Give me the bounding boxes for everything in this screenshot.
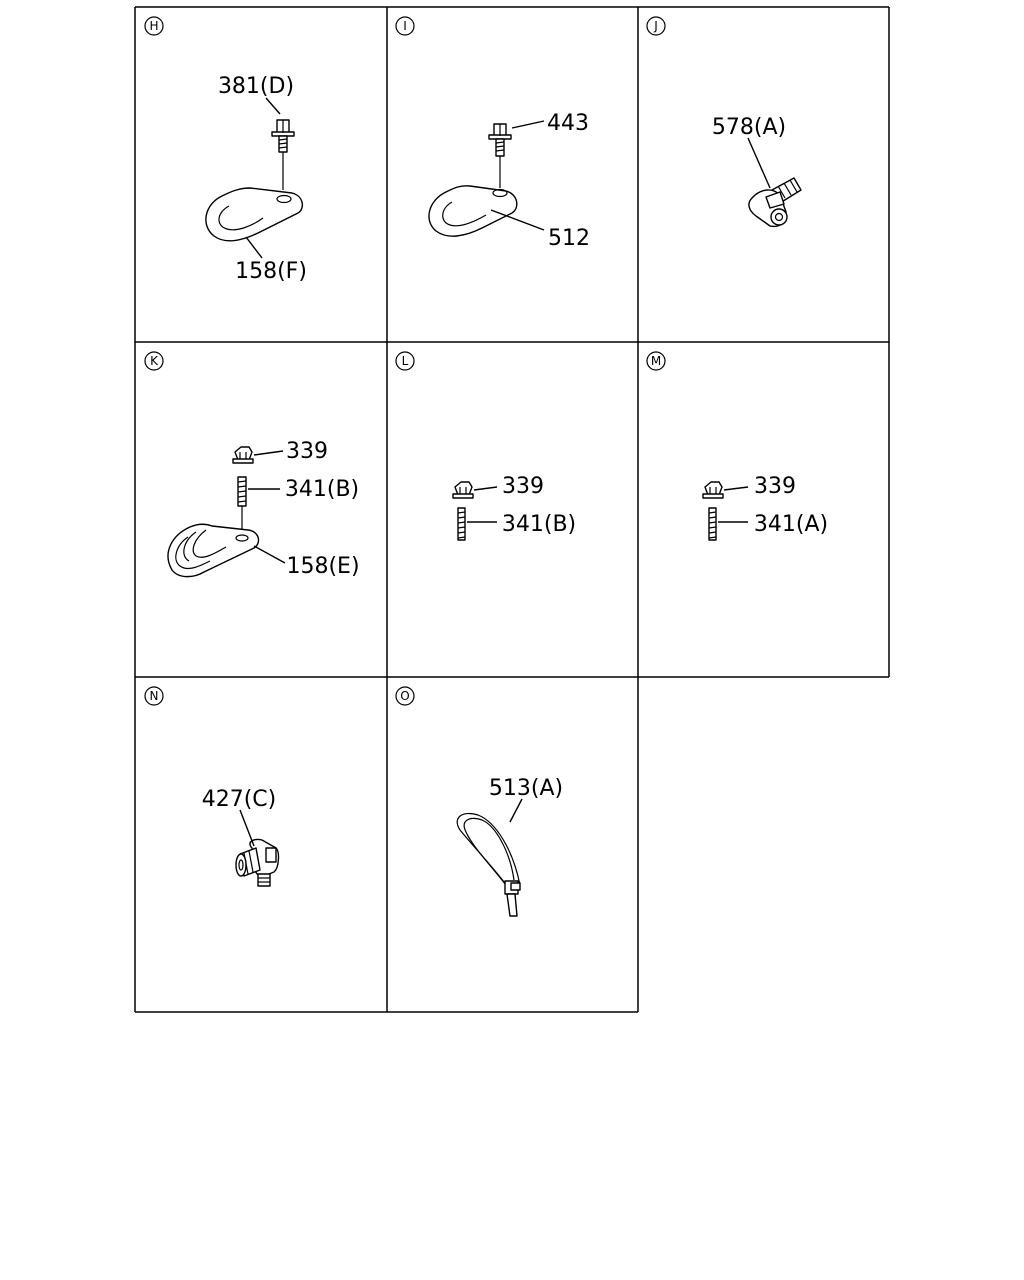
label-158f: 158(F) [235, 259, 307, 284]
panel-k [145, 352, 360, 579]
label-341a: 341(A) [753, 512, 829, 537]
panel-j-id [647, 17, 665, 35]
elbow-fitting-427c [236, 839, 278, 886]
bolt-443 [489, 124, 511, 188]
label-578a: 578(A) [711, 115, 787, 140]
panel-o [396, 687, 563, 916]
panel-h [145, 17, 307, 284]
panel-o-id [396, 687, 414, 705]
label-443: 443 [547, 111, 589, 136]
nut-339-k [233, 447, 253, 463]
svg-text:L: L [401, 354, 409, 368]
svg-text:J: J [654, 19, 658, 33]
label-341b-k: 341(B) [284, 477, 360, 502]
svg-text:N: N [149, 689, 159, 703]
label-339-m: 339 [754, 474, 796, 499]
stud-341b-l [458, 508, 465, 540]
cable-tie-513a [457, 813, 520, 916]
stud-341b-k [238, 477, 246, 534]
elbow-fitting-578a [749, 178, 801, 226]
label-339-k: 339 [286, 439, 328, 464]
svg-text:H: H [149, 19, 159, 33]
panel-i-id [396, 17, 414, 35]
nut-339-m [703, 482, 723, 498]
panel-k-id [145, 352, 163, 370]
svg-text:O: O [400, 689, 410, 703]
nut-339-l [453, 482, 473, 498]
label-512: 512 [548, 226, 590, 251]
panel-m-id [647, 352, 665, 370]
label-158e: 158(E) [286, 554, 360, 579]
label-381d: 381(D) [217, 74, 295, 99]
panel-n [145, 687, 278, 886]
label-513a: 513(A) [488, 776, 564, 801]
panel-h-id [145, 17, 163, 35]
svg-text:I: I [403, 19, 407, 33]
panel-l [396, 352, 576, 540]
panel-n-id [145, 687, 163, 705]
clip-512 [429, 186, 517, 236]
svg-text:K: K [150, 354, 158, 368]
label-341b-l: 341(B) [501, 512, 577, 537]
svg-text:M: M [650, 354, 662, 368]
panel-j [647, 17, 801, 226]
stud-341a [709, 508, 716, 540]
panel-i [396, 17, 590, 251]
panel-l-id [396, 352, 414, 370]
bolt-381d [272, 120, 294, 190]
clip-158f [206, 188, 302, 241]
label-339-l: 339 [502, 474, 544, 499]
panel-m [647, 352, 828, 540]
label-427c: 427(C) [201, 787, 277, 812]
clip-158e [168, 524, 258, 576]
